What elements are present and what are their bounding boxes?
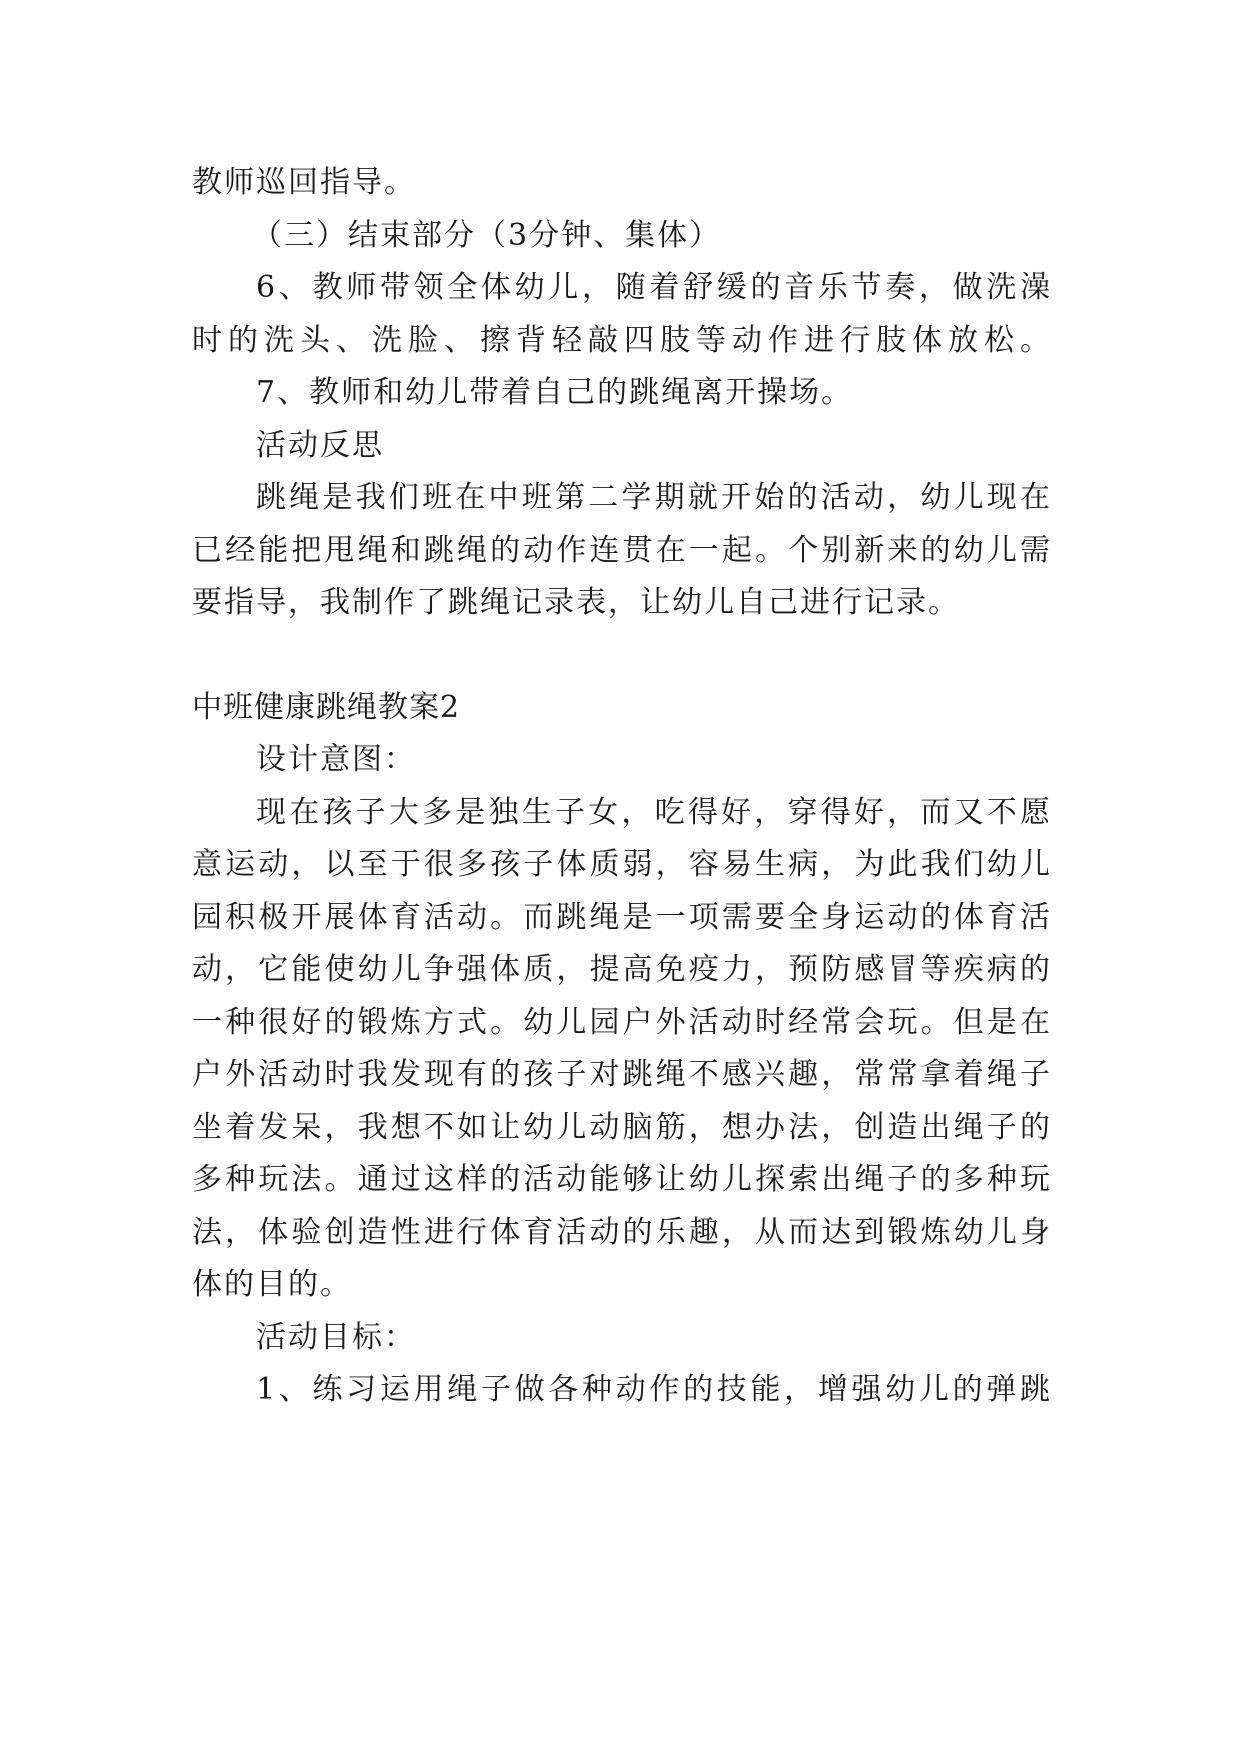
- document-section-title: 中班健康跳绳教案2: [192, 689, 461, 725]
- paragraph-line: 法，体验创造性进行体育活动的乐趣，从而达到锻炼幼儿身: [192, 1214, 1052, 1250]
- paragraph-line: 7、教师和幼儿带着自己的跳绳离开操场。: [256, 375, 854, 410]
- paragraph-line: 时的洗头、洗脸、擦背轻敲四肢等动作进行肢体放松。: [192, 322, 1052, 358]
- paragraph-line: 体的目的。: [192, 1267, 352, 1302]
- paragraph-line: 多种玩法。通过这样的活动能够让幼儿探索出绳子的多种玩: [192, 1162, 1052, 1197]
- paragraph-line: 户外活动时我发现有的孩子对跳绳不感兴趣，常常拿着绳子: [192, 1057, 1052, 1092]
- paragraph-line: 一种很好的锻炼方式。幼儿园户外活动时经常会玩。但是在: [192, 1004, 1052, 1040]
- paragraph-line: 意运动，以至于很多孩子体质弱，容易生病，为此我们幼儿: [192, 847, 1052, 882]
- document-body: [192, 157, 1052, 1417]
- paragraph-line: 已经能把甩绳和跳绳的动作连贯在一起。个别新来的幼儿需: [192, 532, 1052, 568]
- paragraph-line: 6、教师带领全体幼儿，随着舒缓的音乐节奏，做洗澡: [256, 270, 1052, 305]
- paragraph-line: 坐着发呆，我想不如让幼儿动脑筋，想办法，创造出绳子的: [192, 1109, 1052, 1145]
- paragraph-line: 动，它能使幼儿争强体质，提高免疫力，预防感冒等疾病的: [192, 952, 1052, 987]
- goals-heading: 活动目标：: [256, 1319, 416, 1355]
- paragraph-line: 园积极开展体育活动。而跳绳是一项需要全身运动的体育活: [192, 899, 1052, 935]
- section-heading-end: （三）结束部分（3分钟、集体）: [252, 217, 722, 253]
- reflection-heading: 活动反思: [256, 427, 384, 463]
- paragraph-line: 要指导，我制作了跳绳记录表，让幼儿自己进行记录。: [192, 585, 960, 620]
- paragraph-line: 现在孩子大多是独生子女，吃得好，穿得好，而又不愿: [256, 794, 1052, 830]
- section-spacer: [192, 630, 1052, 682]
- paragraph-line: 跳绳是我们班在中班第二学期就开始的活动，幼儿现在: [256, 480, 1052, 515]
- paragraph-line: 1、练习运用绳子做各种动作的技能，增强幼儿的弹跳: [256, 1372, 1052, 1407]
- design-heading: 设计意图：: [256, 742, 416, 777]
- paragraph-line: 教师巡回指导。: [192, 165, 416, 200]
